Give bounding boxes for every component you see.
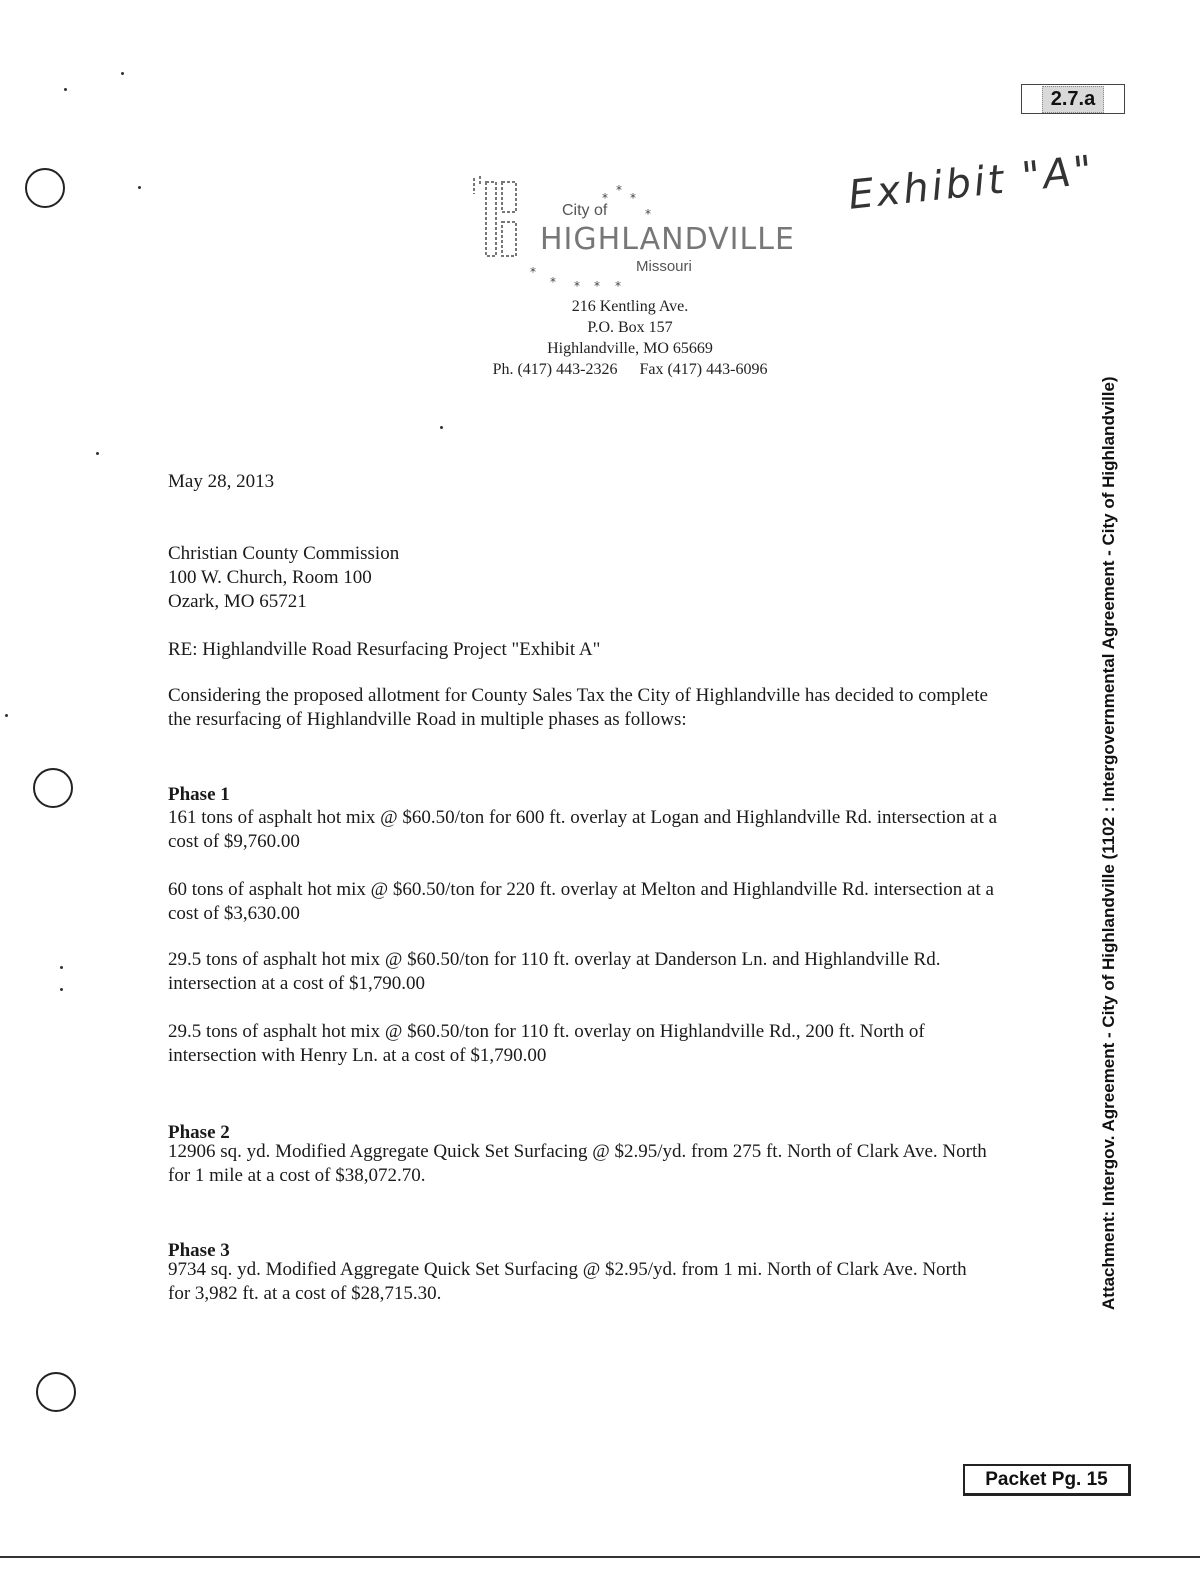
phase-1-item-line: 161 tons of asphalt hot mix @ $60.50/ton for 600 ft. overlay at Logan and Highlandville Rd. intersection at a (168, 807, 998, 828)
recipient-line: Christian County Commission (168, 543, 400, 564)
phase-1-item (168, 948, 940, 996)
phase-2-line: 12906 sq. yd. Modified Aggregate Quick Set Surfacing @ $2.95/yd. from 275 ft. North of Clark Ave. North (168, 1141, 987, 1162)
phase-2-text (168, 1140, 987, 1188)
phase-1-item-line: intersection with Henry Ln. at a cost of $1,790.00 (168, 1045, 547, 1066)
recipient-line: 100 W. Church, Room 100 (168, 567, 372, 588)
phase-1-item-line: cost of $3,630.00 (168, 903, 300, 924)
address-phone-fax (440, 359, 820, 380)
letterhead-address (440, 296, 820, 380)
svg-text:*: * (530, 265, 536, 279)
city-logo (470, 172, 795, 290)
svg-text:*: * (616, 183, 622, 197)
letter-date: May 28, 2013 (168, 471, 275, 492)
phase-1-item-line: intersection at a cost of $1,790.00 (168, 973, 425, 994)
agenda-item-tag (1021, 84, 1125, 114)
phase-1-item (168, 806, 997, 854)
scan-speck (121, 72, 124, 75)
phase-2-title: Phase 2 (168, 1122, 230, 1143)
intro-line: Considering the proposed allotment for County Sales Tax the City of Highlandville has decided to complete (168, 685, 988, 706)
scan-speck (96, 452, 99, 455)
scan-speck (138, 186, 141, 189)
scan-edge-line (0, 1556, 1200, 1558)
phase-1-item (168, 1020, 925, 1068)
agenda-item-number: 2.7.a (1042, 86, 1104, 113)
logo-city-name: HIGHLANDVILLE (540, 222, 795, 257)
logo-state: Missouri (636, 258, 692, 275)
recipient-address (168, 542, 399, 614)
phase-1-item (168, 878, 994, 926)
phase-3-line: for 3,982 ft. at a cost of $28,715.30. (168, 1283, 442, 1304)
recipient-line: Ozark, MO 65721 (168, 591, 307, 612)
binder-hole-middle (33, 768, 73, 808)
phase-1-item-line: 29.5 tons of asphalt hot mix @ $60.50/ton for 110 ft. overlay on Highlandville Rd., 200 ft. North of (168, 1021, 925, 1042)
phase-1-item-line: cost of $9,760.00 (168, 831, 300, 852)
address-po-box: P.O. Box 157 (587, 319, 673, 336)
svg-text:*: * (550, 275, 556, 289)
phase-3-title: Phase 3 (168, 1240, 230, 1261)
packet-page-number: Packet Pg. 15 (963, 1464, 1131, 1496)
logo-city-of: City of (562, 202, 608, 219)
phase-3-text (168, 1258, 967, 1306)
address-phone: Ph. (417) 443-2326 (492, 361, 618, 378)
phase-1-item-line: 29.5 tons of asphalt hot mix @ $60.50/ton for 110 ft. overlay at Danderson Ln. and Highlandville Rd. (168, 949, 941, 970)
svg-text:*: * (594, 279, 600, 290)
re-line: RE: Highlandville Road Resurfacing Project "Exhibit A" (168, 639, 601, 660)
svg-text:*: * (630, 191, 636, 205)
phase-1-title: Phase 1 (168, 784, 230, 805)
intro-paragraph (168, 684, 988, 732)
svg-text:*: * (615, 279, 621, 290)
scan-speck (64, 88, 67, 91)
handwritten-exhibit-note: Exhibit "A" (846, 147, 1098, 219)
scan-speck (60, 966, 63, 969)
phase-2-line: for 1 mile at a cost of $38,072.70. (168, 1165, 426, 1186)
address-fax: Fax (417) 443-6096 (639, 361, 768, 378)
svg-text:*: * (602, 191, 608, 205)
binder-hole-top (25, 168, 65, 208)
svg-text:*: * (574, 279, 580, 290)
scan-speck (5, 714, 8, 717)
svg-text:*: * (645, 207, 651, 221)
binder-hole-bottom (36, 1372, 76, 1412)
scan-speck (440, 426, 443, 429)
address-city: Highlandville, MO 65669 (547, 340, 713, 357)
address-street: 216 Kentling Ave. (571, 298, 689, 315)
scan-speck (60, 988, 63, 991)
intro-line: the resurfacing of Highlandville Road in multiple phases as follows: (168, 709, 687, 730)
attachment-sidebar-label: Attachment: Intergov. Agreement - City of Highlandville (1102 : Intergovernmental Agreement - City of Highlandville) (1099, 376, 1118, 1310)
phase-3-line: 9734 sq. yd. Modified Aggregate Quick Set Surfacing @ $2.95/yd. from 1 mi. North of Clark Ave. North (168, 1259, 967, 1280)
phase-1-item-line: 60 tons of asphalt hot mix @ $60.50/ton for 220 ft. overlay at Melton and Highlandville Rd. intersection at a (168, 879, 994, 900)
